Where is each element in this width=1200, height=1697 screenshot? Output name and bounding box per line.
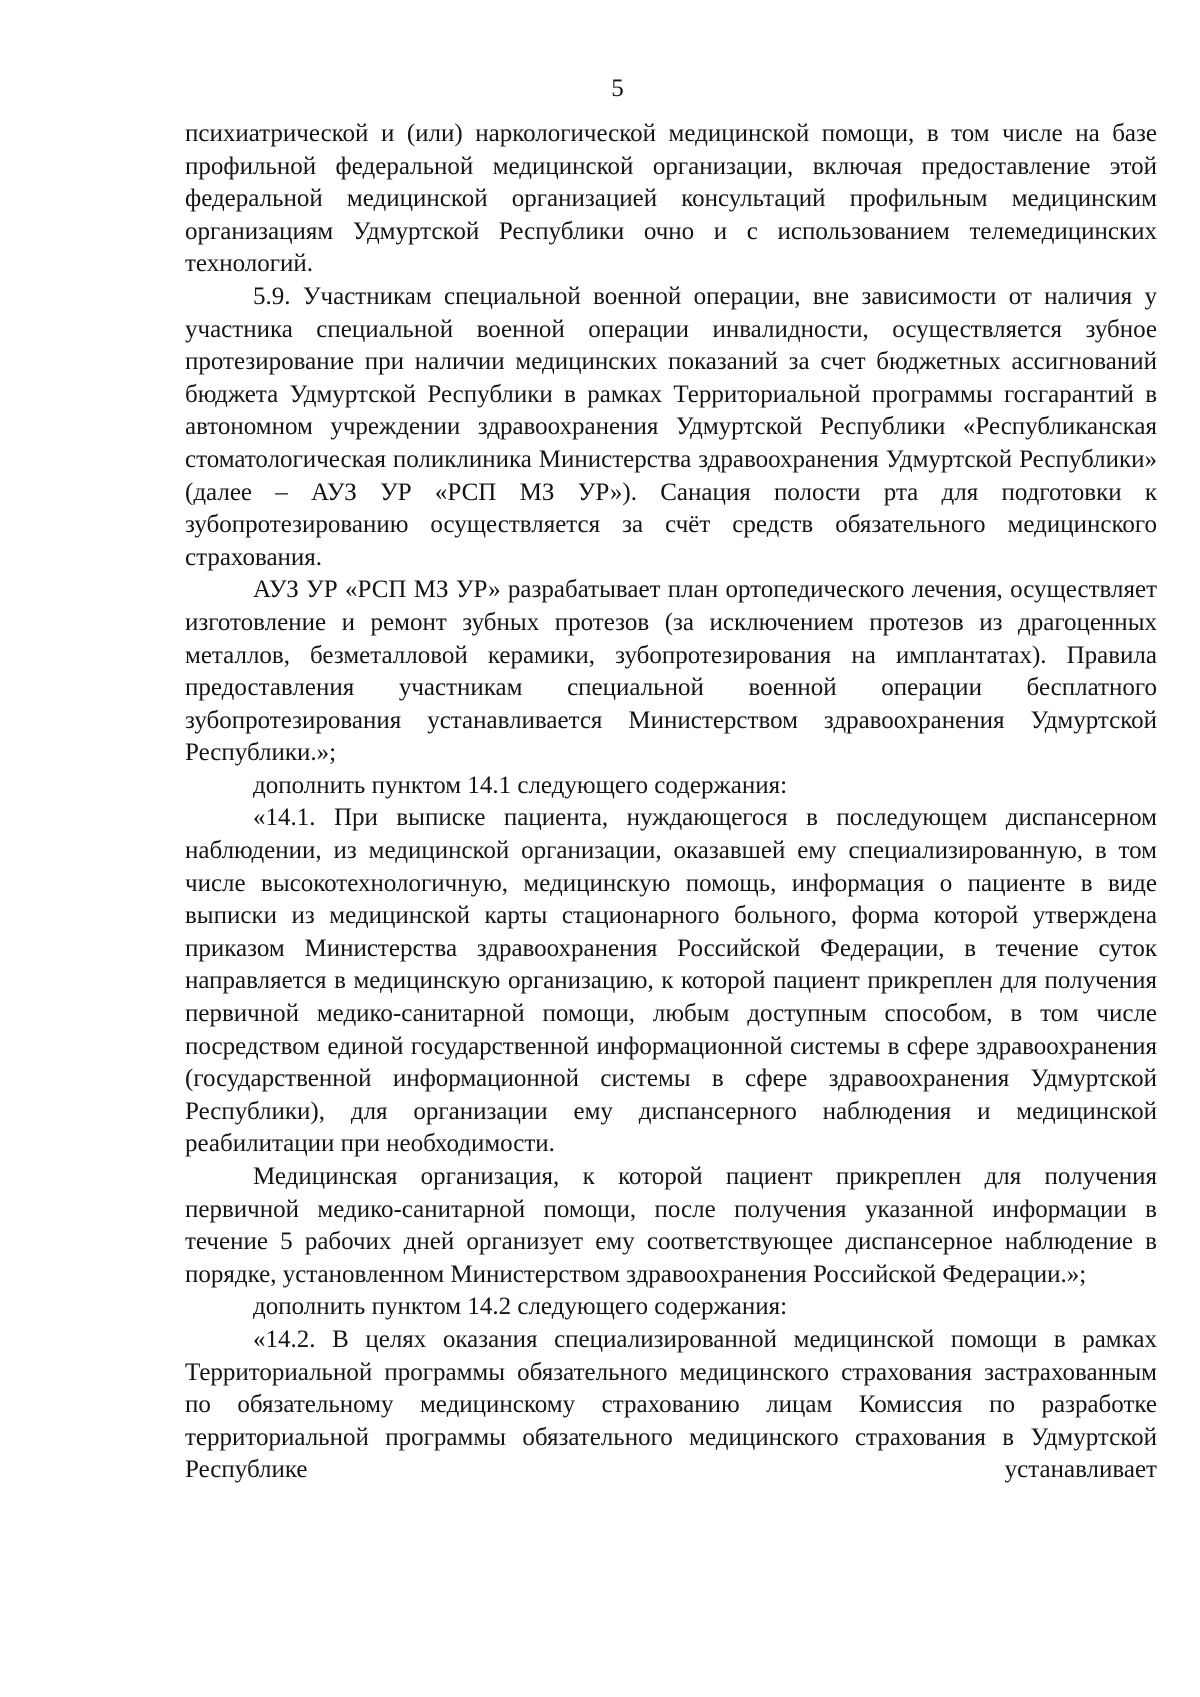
paragraph-add-14-1-intro: дополнить пунктом 14.1 следующего содержания: (253, 771, 788, 799)
document-body (185, 118, 1157, 1487)
paragraph-14-1-second: Медицинская организация, к которой пациент прикреплен для получения первичной медико-санитарной помощи, после получения указанной информации в течение 5 рабочих дней организует ему соответствующее диспансерное наблюдение в порядке, установленном Министерством здравоохранения Российской Федерации.»; (185, 1163, 1157, 1288)
page-number: 5 (611, 75, 624, 102)
paragraph-14-1: «14.1. При выписке пациента, нуждающегося в последующем диспансерном наблюдении, из медицинской организации, оказавшей ему специализированную, в том числе высокотехнологичную, медицинскую помощь, информация о пациенте в виде выписки из медицинской карты стационарного больного, форма которой утверждена приказом Министерства здравоохранения Российской Федерации, в течение суток направляется в медицинскую организацию, к которой пациент прикреплен для получения первичной медико-санитарной помощи, любым доступным способом, в том числе посредством единой государственной информационной системы в сфере здравоохранения (государственной информационной системы в сфере здравоохранения Удмуртской Республики), для организации ему диспансерного наблюдения и медицинской реабилитации при необходимости. (185, 804, 1157, 1158)
paragraph-auz-plan: АУЗ УР «РСП МЗ УР» разрабатывает план ортопедического лечения, осуществляет изготовление и ремонт зубных протезов (за исключением протезов из драгоценных металлов, безметалловой керамики, зубопротезирования на имплантатах). Правила предоставления участникам специальной военной операции бесплатного зубопротезирования устанавливается Министерством здравоохранения Удмуртской Республики.»; (185, 576, 1157, 767)
paragraph-14-2: «14.2. В целях оказания специализированной медицинской помощи в рамках Территориальной программы обязательного медицинского страхования застрахованным по обязательному медицинскому страхованию лицам Комиссия по разработке территориальной программы обязательного медицинского страхования в Удмуртской Республике устанавливает (185, 1325, 1157, 1484)
paragraph-5-9: 5.9. Участникам специальной военной операции, вне зависимости от наличия у участника специальной военной операции инвалидности, осуществляется зубное протезирование при наличии медицинских показаний за счет бюджетных ассигнований бюджета Удмуртской Республики в рамках Территориальной программы госгарантий в автономном учреждении здравоохранения Удмуртской Республики «Республиканская стоматологическая поликлиника Министерства здравоохранения Удмуртской Республики» (далее – АУЗ УР «РСП МЗ УР»). Санация полости рта для подготовки к зубопротезированию осуществляется за счёт средств обязательного медицинского страхования. (185, 282, 1157, 571)
paragraph-continuation: психиатрической и (или) наркологической медицинской помощи, в том числе на базе профильной федеральной медицинской организации, включая предоставление этой федеральной медицинской организацией консультаций профильным медицинским организациям Удмуртской Республики очно и с использованием телемедицинских технологий. (185, 120, 1157, 278)
paragraph-add-14-2-intro: дополнить пунктом 14.2 следующего содержания: (253, 1293, 788, 1321)
